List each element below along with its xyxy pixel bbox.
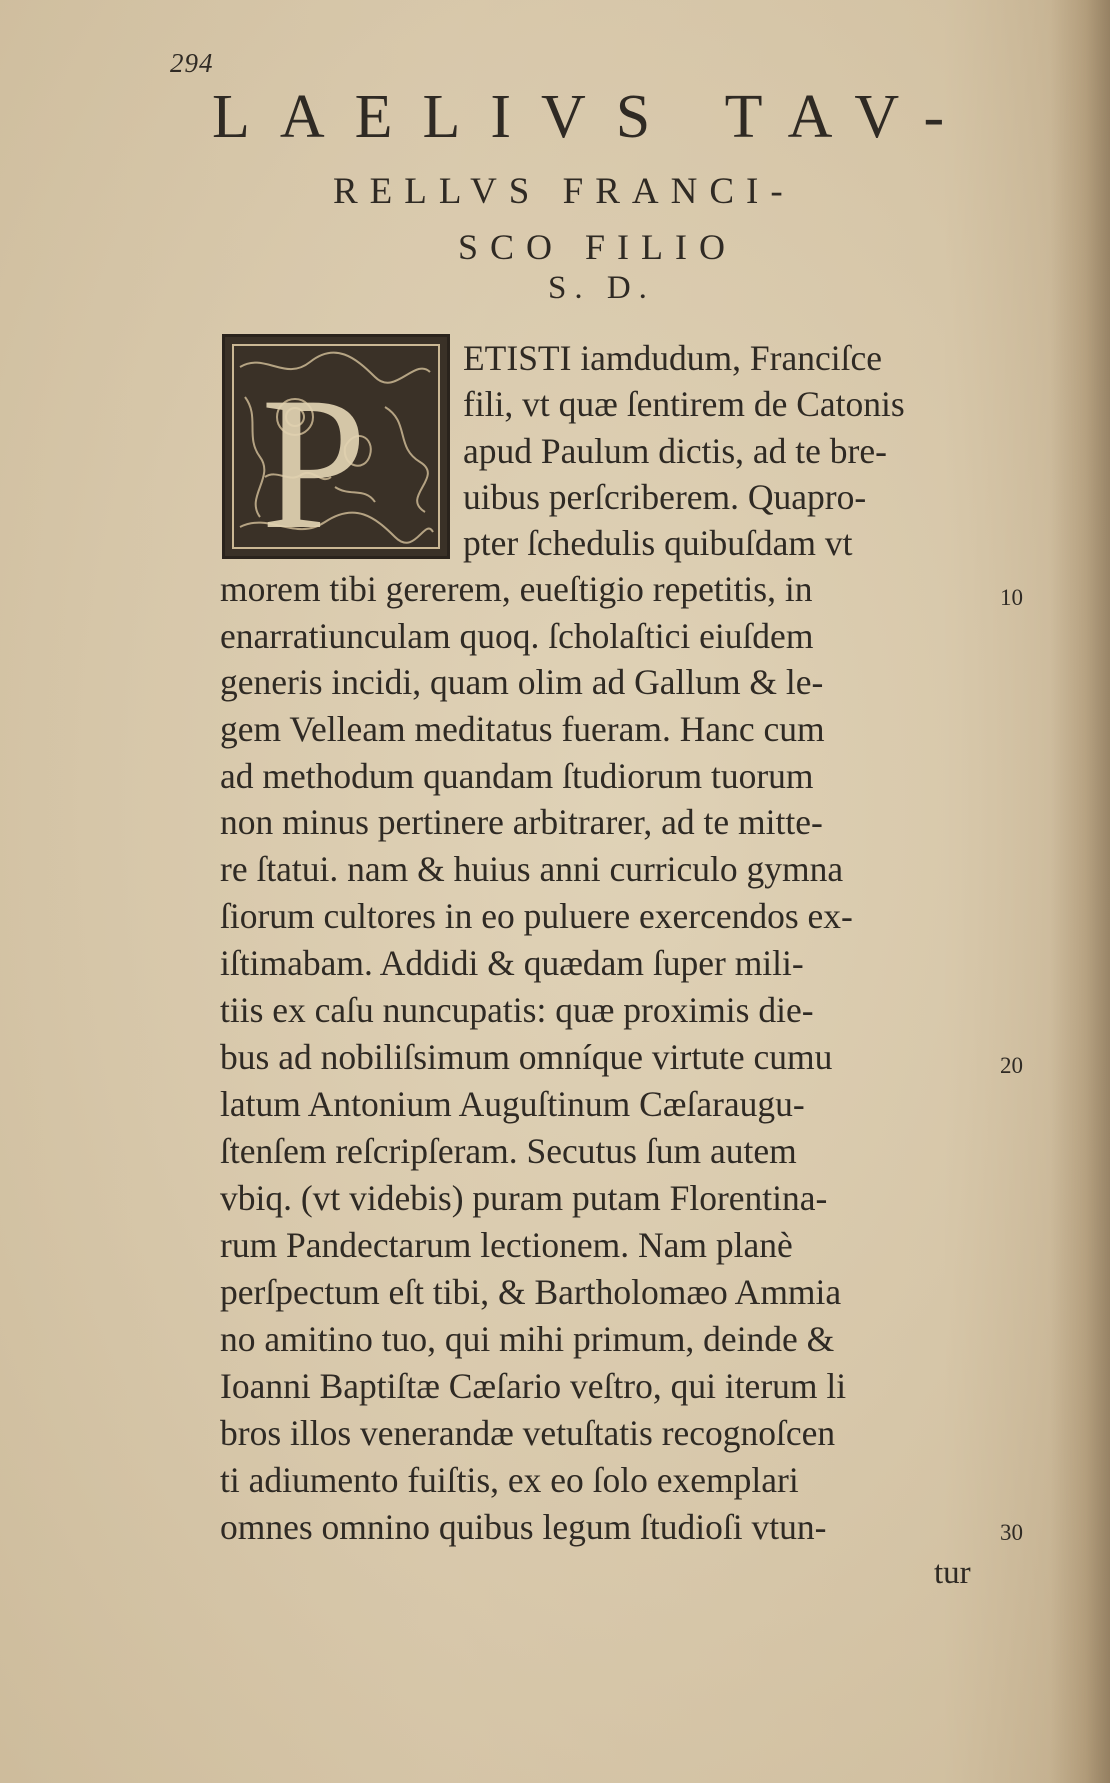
line-number-30: 30 bbox=[1000, 1520, 1023, 1545]
heading-line-4: S. D. bbox=[548, 270, 655, 306]
text-line-24: bros illos venerandæ vetuſtatis recognoſcen bbox=[220, 1413, 836, 1453]
ornament-icon bbox=[225, 337, 447, 556]
text-line-20: rum Pandectarum lectionem. Nam planè bbox=[220, 1225, 793, 1265]
initial-letter: P bbox=[261, 359, 367, 556]
text-line-5: pter ſchedulis quibuſdam vt bbox=[463, 523, 853, 563]
text-line-14: iſtimabam. Addidi & quædam ſuper mili- bbox=[220, 943, 804, 983]
line-number-20: 20 bbox=[1000, 1053, 1023, 1078]
text-line-11: non minus pertinere arbitrarer, ad te mitte- bbox=[220, 802, 823, 842]
heading-line-1: LAELIVS TAV- bbox=[212, 83, 975, 151]
text-line-7: enarratiunculam quoq. ſcholaſtici eiuſdem bbox=[220, 616, 814, 656]
text-line-23: Ioanni Baptiſtæ Cæſario veſtro, qui iterum li bbox=[220, 1366, 847, 1406]
line-number-10: 10 bbox=[1000, 585, 1023, 610]
text-line-15: tiis ex caſu nuncupatis: quæ proximis die- bbox=[220, 990, 814, 1030]
heading-line-2: RELLVS FRANCI- bbox=[333, 171, 795, 212]
decorated-initial-p bbox=[222, 334, 450, 559]
text-line-13: ſiorum cultores in eo puluere exercendos ex- bbox=[220, 896, 853, 936]
text-line-16: bus ad nobiliſsimum omníque virtute cumu bbox=[220, 1037, 833, 1077]
text-line-4: uibus perſcriberem. Quapro- bbox=[463, 477, 867, 517]
text-line-8: generis incidi, quam olim ad Gallum & le- bbox=[220, 662, 824, 702]
text-line-1: ETISTI iamdudum, Franciſce bbox=[463, 338, 882, 378]
text-line-3: apud Paulum dictis, ad te bre- bbox=[463, 431, 887, 471]
text-line-12: re ſtatui. nam & huius anni curriculo gymna bbox=[220, 849, 844, 889]
text-line-17: latum Antonium Auguſtinum Cæſaraugu- bbox=[220, 1084, 805, 1124]
text-line-21: perſpectum eſt tibi, & Bartholomæo Ammia bbox=[220, 1272, 842, 1312]
text-line-26: omnes omnino quibus legum ſtudioſi vtun- bbox=[220, 1507, 827, 1547]
text-line-6: morem tibi gererem, eueſtigio repetitis, in bbox=[220, 569, 813, 609]
text-line-10: ad methodum quandam ſtudiorum tuorum bbox=[220, 756, 814, 796]
text-line-25: ti adiumento fuiſtis, ex eo ſolo exemplari bbox=[220, 1460, 799, 1500]
text-line-22: no amitino tuo, qui mihi primum, deinde & bbox=[220, 1319, 835, 1359]
text-line-19: vbiq. (vt videbis) puram putam Florentina- bbox=[220, 1178, 828, 1218]
page-number: 294 bbox=[170, 48, 214, 78]
text-line-9: gem Velleam meditatus fueram. Hanc cum bbox=[220, 709, 825, 749]
catchword: tur bbox=[934, 1555, 971, 1591]
text-line-2: fili, vt quæ ſentirem de Catonis bbox=[463, 384, 905, 424]
text-line-18: ſtenſem reſcripſeram. Secutus ſum autem bbox=[220, 1131, 797, 1171]
heading-line-3: SCO FILIO bbox=[458, 227, 738, 267]
